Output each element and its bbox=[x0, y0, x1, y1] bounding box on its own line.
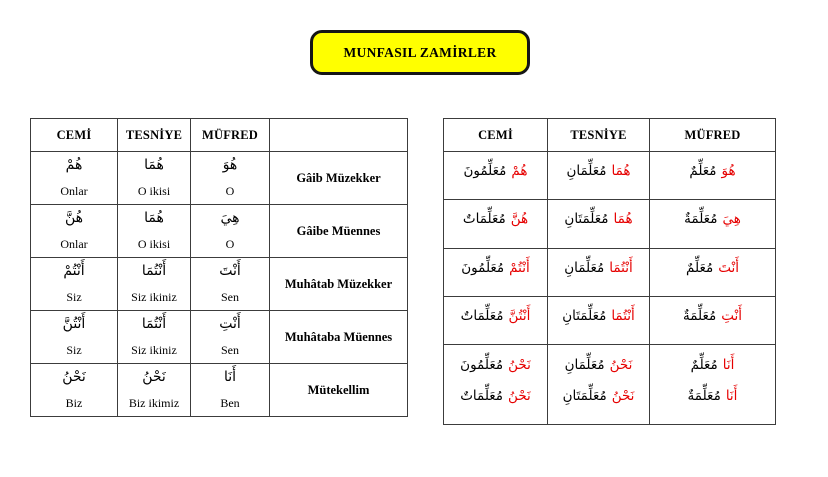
header-row bbox=[444, 119, 776, 152]
pronoun-red: أَنَا bbox=[722, 357, 735, 373]
pronoun-red: نَحْنُ bbox=[508, 357, 531, 373]
arabic-sentence bbox=[563, 388, 635, 404]
translation: Sen bbox=[221, 290, 239, 304]
column-header-empty bbox=[270, 119, 408, 152]
column-header-cemi: CEMİ bbox=[444, 119, 548, 152]
translation: Onlar bbox=[60, 237, 88, 251]
arabic-sentence bbox=[684, 211, 741, 227]
table-row bbox=[444, 345, 776, 425]
predicate: مُعَلِّمَةٌ bbox=[684, 211, 718, 227]
predicate: مُعَلِّمَتَانِ bbox=[562, 388, 607, 404]
column-header-tesniye: TESNİYE bbox=[118, 119, 191, 152]
pronoun-red: نَحْنُ bbox=[609, 357, 633, 373]
arabic-pronoun: أَنَا bbox=[223, 369, 237, 385]
table-row bbox=[444, 249, 776, 297]
pronoun-red: أَنْتَ bbox=[718, 259, 739, 276]
arabic-pronoun: أَنْتِ bbox=[219, 316, 241, 332]
table-row bbox=[31, 311, 408, 364]
pronoun-red: أَنَا bbox=[725, 388, 738, 404]
predicate: مُعَلِّمٌ bbox=[689, 162, 717, 179]
sentence-table bbox=[443, 118, 776, 425]
predicate: مُعَلِّمَتَانِ bbox=[562, 307, 607, 324]
pronoun-red: هُمَا bbox=[611, 162, 631, 179]
pronoun-red: أَنْتُمَا bbox=[611, 307, 635, 324]
translation: Sen bbox=[221, 343, 239, 357]
arabic-pronoun: هُنَّ bbox=[64, 210, 84, 226]
person-label: Gâib Müzekker bbox=[270, 152, 408, 205]
table-row bbox=[31, 258, 408, 311]
arabic-pronoun: نَحْنُ bbox=[142, 369, 166, 385]
arabic-sentence bbox=[686, 260, 739, 276]
arabic-pronoun: هُمْ bbox=[65, 157, 83, 173]
person-label: Mütekellim bbox=[270, 364, 408, 417]
predicate: مُعَلِّمٌ bbox=[690, 357, 718, 373]
predicate: مُعَلِّمُونَ bbox=[460, 357, 504, 373]
pronoun-red: هُمَا bbox=[613, 211, 633, 227]
arabic-pronoun: هُمَا bbox=[144, 210, 164, 226]
arabic-sentence bbox=[463, 163, 527, 179]
title-badge bbox=[310, 30, 530, 75]
translation: Siz ikiniz bbox=[131, 343, 177, 357]
header-row bbox=[31, 119, 408, 152]
column-header-cemi: CEMİ bbox=[31, 119, 118, 152]
pronoun-red: أَنْتُمَا bbox=[609, 259, 633, 276]
person-label: Muhâtab Müzekker bbox=[270, 258, 408, 311]
arabic-pronoun: هُمَا bbox=[144, 157, 164, 173]
column-header-mufred: MÜFRED bbox=[191, 119, 270, 152]
arabic-pronoun: أَنْتُمْ bbox=[63, 263, 85, 279]
pronoun-red: أَنْتُمْ bbox=[509, 259, 530, 276]
predicate: مُعَلِّمُونَ bbox=[461, 259, 505, 276]
arabic-sentence bbox=[562, 308, 635, 324]
translation: Siz bbox=[66, 290, 82, 304]
predicate: مُعَلِّمَانِ bbox=[564, 357, 605, 373]
predicate: مُعَلِّمَانِ bbox=[566, 162, 607, 179]
arabic-pronoun: هُوَ bbox=[222, 157, 238, 173]
arabic-pronoun: نَحْنُ bbox=[62, 369, 86, 385]
translation: Biz bbox=[65, 396, 83, 410]
predicate: مُعَلِّمَةٌ bbox=[687, 388, 721, 404]
arabic-sentence bbox=[565, 357, 633, 373]
pronoun-red: هُوَ bbox=[721, 162, 736, 179]
arabic-sentence bbox=[689, 163, 735, 179]
pronoun-table bbox=[30, 118, 408, 417]
predicate: مُعَلِّمَاتٌ bbox=[460, 307, 504, 324]
pronoun-red: هُنَّ bbox=[510, 211, 529, 227]
translation: Onlar bbox=[60, 184, 88, 198]
column-header-tesniye: TESNİYE bbox=[548, 119, 650, 152]
arabic-sentence bbox=[688, 388, 738, 404]
arabic-sentence bbox=[683, 308, 742, 324]
predicate: مُعَلِّمَاتٌ bbox=[460, 388, 504, 404]
predicate: مُعَلِّمٌ bbox=[686, 259, 714, 276]
arabic-sentence bbox=[460, 357, 531, 373]
page-title: MUNFASIL ZAMİRLER bbox=[343, 44, 497, 60]
arabic-sentence bbox=[461, 308, 531, 324]
person-label: Gâibe Müennes bbox=[270, 205, 408, 258]
table-row bbox=[31, 364, 408, 417]
arabic-sentence bbox=[564, 260, 633, 276]
pronoun-red: أَنْتِ bbox=[721, 307, 743, 324]
arabic-pronoun: أَنْتُمَا bbox=[141, 263, 167, 279]
arabic-pronoun: أَنْتُنَّ bbox=[62, 316, 86, 332]
translation: O ikisi bbox=[137, 184, 171, 198]
pronoun-red: هِيَ bbox=[722, 211, 741, 227]
table-row bbox=[444, 297, 776, 345]
pronoun-red: هُمْ bbox=[511, 162, 528, 179]
arabic-sentence bbox=[461, 260, 529, 276]
table-row bbox=[444, 152, 776, 200]
table-row bbox=[31, 152, 408, 205]
person-label: Muhâtaba Müennes bbox=[270, 311, 408, 364]
translation: O bbox=[225, 184, 235, 198]
predicate: مُعَلِّمَاتٌ bbox=[462, 211, 506, 227]
pronoun-red: نَحْنُ bbox=[611, 388, 635, 404]
pronoun-red: نَحْنُ bbox=[508, 388, 531, 404]
predicate: مُعَلِّمَانِ bbox=[564, 259, 605, 276]
column-header-mufred: MÜFRED bbox=[650, 119, 776, 152]
arabic-pronoun: أَنْتُمَا bbox=[141, 316, 167, 332]
table-row bbox=[31, 205, 408, 258]
arabic-sentence bbox=[463, 211, 528, 227]
arabic-sentence bbox=[566, 163, 630, 179]
table-row bbox=[444, 200, 776, 249]
arabic-sentence bbox=[564, 211, 632, 227]
translation: Ben bbox=[220, 396, 240, 410]
translation: O bbox=[225, 237, 235, 251]
translation: Siz ikiniz bbox=[131, 290, 177, 304]
arabic-sentence bbox=[691, 357, 735, 373]
translation: Siz bbox=[66, 343, 82, 357]
arabic-pronoun: هِيَ bbox=[220, 210, 240, 226]
translation: O ikisi bbox=[137, 237, 171, 251]
pronoun-red: أَنْتُنَّ bbox=[508, 307, 531, 324]
arabic-sentence bbox=[460, 388, 531, 404]
arabic-pronoun: أَنْتَ bbox=[219, 263, 241, 279]
translation: Biz ikimiz bbox=[128, 396, 180, 410]
predicate: مُعَلِّمَةٌ bbox=[682, 307, 717, 324]
predicate: مُعَلِّمَتَانِ bbox=[564, 211, 609, 227]
predicate: مُعَلِّمُونَ bbox=[463, 162, 507, 179]
